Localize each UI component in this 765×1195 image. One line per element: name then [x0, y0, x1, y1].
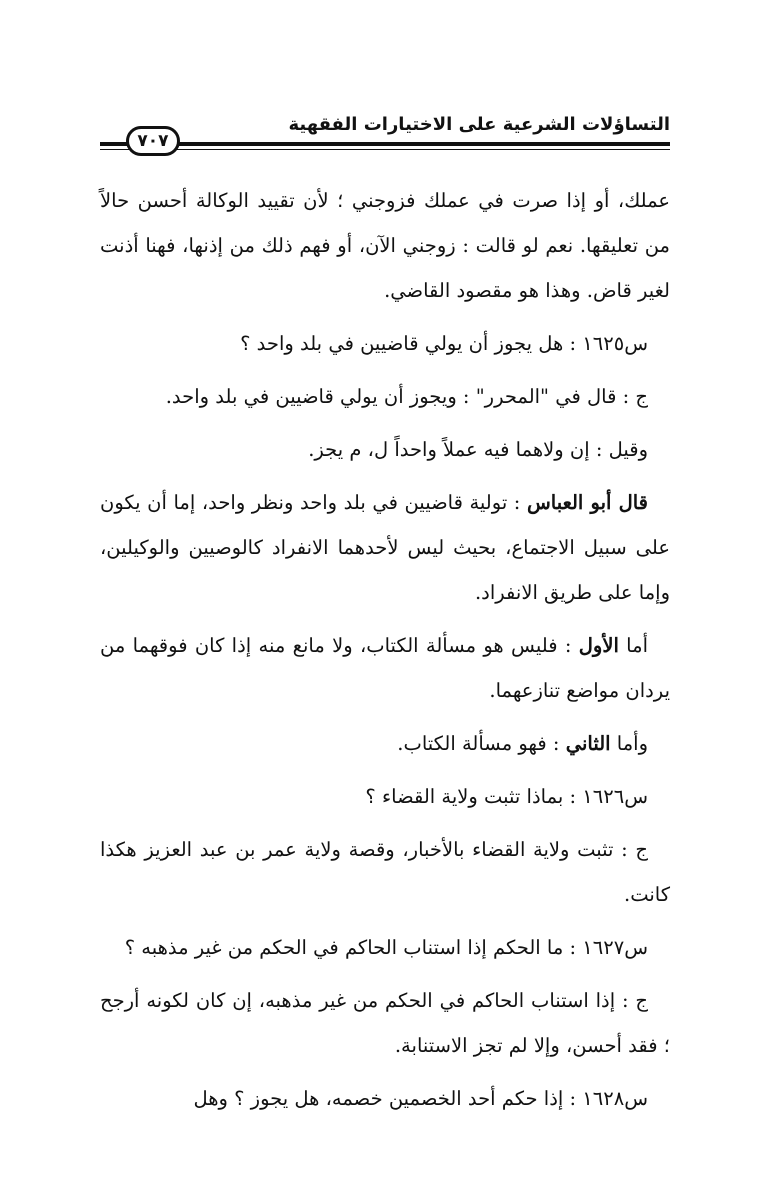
abu-abbas-text: : تولية قاضيين في بلد واحد ونظر واحد، إما أن يكون على سبيل الاجتماع، بحيث ليس لأحدهما الانفراد كالوصيين والوكيلين، وإما على طريق الانفراد.	[100, 491, 670, 604]
running-title: التساؤلات الشرعية على الاختيارات الفقهية	[288, 114, 670, 135]
second-prefix: وأما	[610, 732, 648, 755]
first-label: الأول	[578, 634, 619, 657]
second-label: الثاني	[565, 732, 611, 755]
page-body	[100, 178, 670, 1121]
header-rule-thin	[100, 149, 670, 150]
answer-1627: ج : إذا استناب الحاكم في الحكم من غير مذهبه، إن كان لكونه أرجح ؛ فقد أحسن، وإلا لم تجز الاستنابة.	[100, 989, 670, 1057]
first-prefix: أما	[618, 634, 648, 657]
paragraph-second	[100, 721, 670, 766]
abu-abbas-label: قال أبو العباس	[526, 491, 649, 514]
question-1627: س١٦٢٧ : ما الحكم إذا استناب الحاكم في الحكم من غير مذهبه ؟	[124, 936, 648, 959]
answer-1625: ج : قال في "المحرر" : ويجوز أن يولي قاضيين في بلد واحد.	[165, 385, 648, 408]
answer-1625-continued: وقيل : إن ولاهما فيه عملاً واحداً ل، م يجز.	[308, 438, 648, 461]
paragraph-first	[100, 623, 670, 713]
page-number-badge	[126, 126, 180, 156]
paragraph-abu-abbas	[100, 480, 670, 615]
question-1628: س١٦٢٨ : إذا حكم أحد الخصمين خصمه، هل يجوز ؟ وهل	[193, 1087, 648, 1110]
question-1625: س١٦٢٥ : هل يجوز أن يولي قاضيين في بلد واحد ؟	[240, 332, 648, 355]
second-text: : فهو مسألة الكتاب.	[397, 732, 566, 755]
page-number: ٧٠٧	[137, 131, 169, 151]
page-header	[100, 110, 670, 160]
paragraph-continuation: عملك، أو إذا صرت في عملك فزوجني ؛ لأن تقييد الوكالة أحسن حالاً من تعليقها. نعم لو قالت : زوجني الآن، أو فهم ذلك من إذنها، فهنا أذنت لغير قاض. وهذا هو مقصود القاضي.	[100, 189, 670, 302]
question-1626: س١٦٢٦ : بماذا تثبت ولاية القضاء ؟	[365, 785, 648, 808]
answer-1626: ج : تثبت ولاية القضاء بالأخبار، وقصة ولاية عمر بن عبد العزيز هكذا كانت.	[100, 838, 670, 906]
header-rule-thick	[100, 142, 670, 146]
first-text: : فليس هو مسألة الكتاب، ولا مانع منه إذا كان فوقهما من يردان مواضع تنازعهما.	[100, 634, 670, 702]
